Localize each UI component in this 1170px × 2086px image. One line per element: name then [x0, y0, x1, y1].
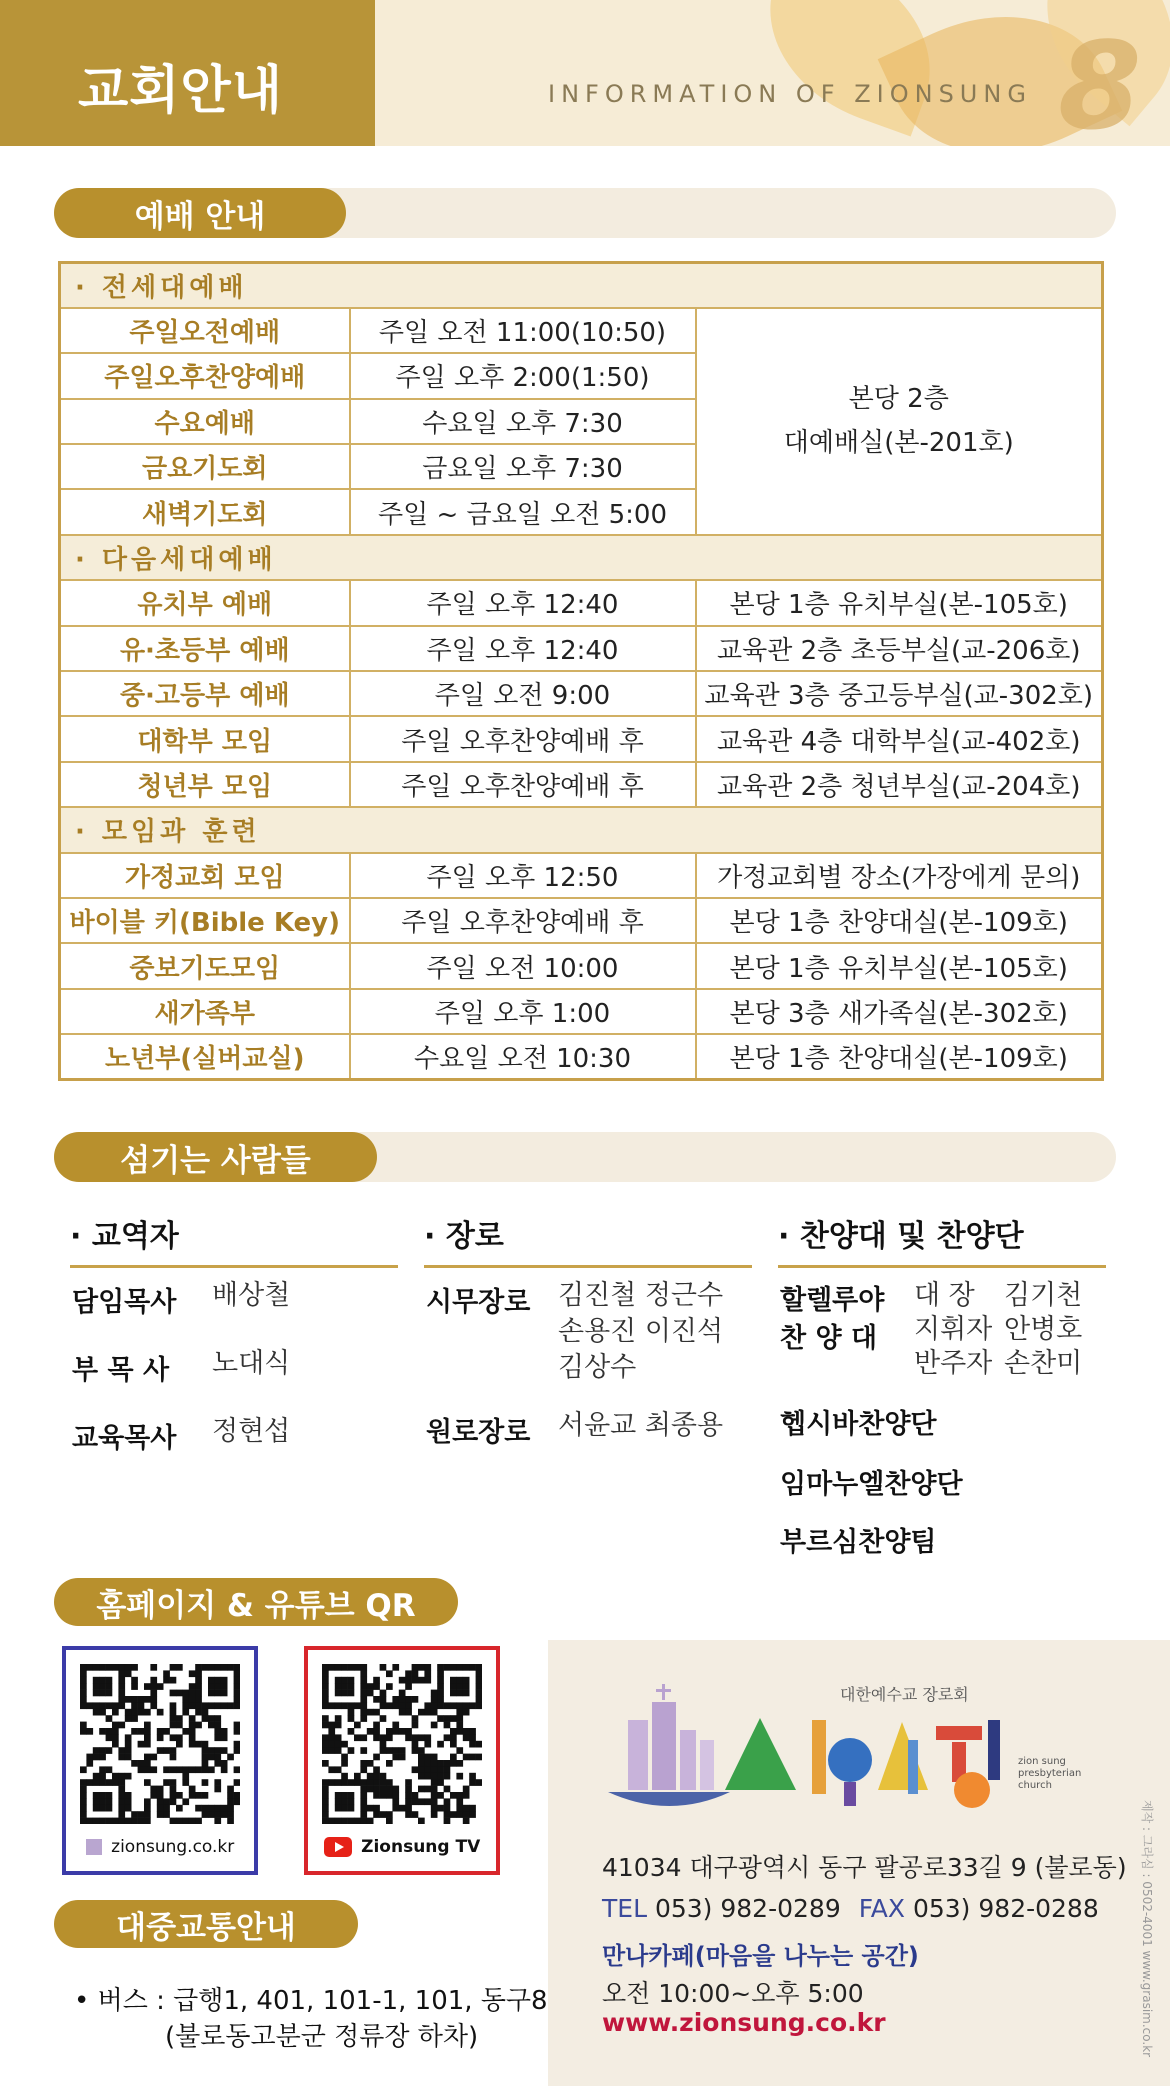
service-time: 수요일 오전 10:30	[350, 1034, 696, 1079]
service-name: 유치부 예배	[60, 580, 350, 625]
schedule-row	[60, 671, 1103, 716]
bus-routes: • 버스 : 급행1, 401, 101-1, 101, 동구8	[74, 1986, 548, 2016]
minister-name: 노대식	[212, 1348, 291, 1379]
church-building-icon	[608, 1684, 730, 1806]
active-elder-role: 시무장로	[426, 1287, 531, 1318]
service-location: 교육관 3층 중고등부실(교-302호)	[696, 671, 1103, 716]
service-location: 교육관 4층 대학부실(교-402호)	[696, 716, 1103, 761]
choir-member-role: 대 장	[914, 1280, 975, 1311]
elders-heading: · 장로	[424, 1211, 752, 1268]
page-number: 8	[1058, 18, 1142, 146]
qr-code-icon	[80, 1664, 240, 1824]
minister-role: 담임목사	[72, 1287, 177, 1318]
choir-group-name: 할렐루야	[780, 1285, 885, 1316]
church-logo	[600, 1680, 1140, 1830]
youtube-qr[interactable]	[304, 1646, 500, 1875]
choir-member-role: 반주자	[914, 1348, 993, 1379]
youtube-icon	[324, 1837, 352, 1857]
service-time: 주일 오전 9:00	[350, 671, 696, 716]
choir-group-name: 찬 양 대	[780, 1323, 878, 1354]
service-name: 중·고등부 예배	[60, 671, 350, 716]
service-time: 주일 오후찬양예배 후	[350, 716, 696, 761]
choir-team: 헵시바찬양단	[780, 1409, 937, 1440]
church-phone-fax	[602, 1894, 1099, 1923]
service-time: 주일 오후 1:00	[350, 989, 696, 1034]
choir-heading: · 찬양대 및 찬양단	[778, 1211, 1106, 1268]
emeritus-elder-names: 서윤교 최종용	[558, 1410, 724, 1441]
service-location: 본당 3층 새가족실(본-302호)	[696, 989, 1103, 1034]
service-time: 금요일 오후 7:30	[350, 444, 696, 489]
page-subtitle: INFORMATION OF ZIONSUNG	[548, 80, 1032, 108]
youtube-qr-caption: Zionsung TV	[308, 1837, 496, 1857]
service-time: 주일 ~ 금요일 오전 5:00	[350, 489, 696, 534]
qr-section-title: 홈페이지 & 유튜브 QR	[54, 1578, 458, 1626]
schedule-row	[60, 989, 1103, 1034]
service-location: 교육관 2층 초등부실(교-206호)	[696, 626, 1103, 671]
service-name: 가정교회 모임	[60, 853, 350, 898]
emeritus-elder-role: 원로장로	[426, 1417, 531, 1448]
service-name: 새벽기도회	[60, 489, 350, 534]
service-time: 주일 오후 2:00(1:50)	[350, 353, 696, 398]
worship-section-title: 예배 안내	[54, 188, 346, 238]
logo-en-line: zion sung	[1018, 1756, 1066, 1767]
schedule-row	[60, 308, 1103, 353]
schedule-category: · 다음세대예배	[60, 535, 1103, 580]
service-location: 본당 1층 찬양대실(본-109호)	[696, 1034, 1103, 1079]
service-time: 주일 오후찬양예배 후	[350, 898, 696, 943]
service-location: 교육관 2층 청년부실(교-204호)	[696, 762, 1103, 807]
schedule-row	[60, 580, 1103, 625]
choir-team: 임마누엘찬양단	[780, 1469, 963, 1500]
active-elder-names: 손용진 이진석	[558, 1316, 724, 1347]
choir-member-name: 김기천	[1004, 1280, 1083, 1311]
minister-role: 부 목 사	[72, 1355, 170, 1386]
fax-number: 053) 982-0288	[912, 1894, 1099, 1923]
minister-name: 배상철	[212, 1280, 291, 1311]
choir-team: 부르심찬양팀	[780, 1527, 937, 1558]
service-time: 주일 오후 12:40	[350, 580, 696, 625]
ministers-heading: · 교역자	[70, 1211, 398, 1268]
service-location: 본당 1층 찬양대실(본-109호)	[696, 898, 1103, 943]
service-location: 본당 1층 유치부실(본-105호)	[696, 580, 1103, 625]
logo-en-line: church	[1018, 1780, 1052, 1791]
minister-name: 정현섭	[212, 1416, 291, 1447]
schedule-category: · 모임과 훈련	[60, 807, 1103, 852]
location-line: 대예배실(본-201호)	[783, 428, 1014, 459]
service-time: 주일 오후찬양예배 후	[350, 762, 696, 807]
service-name: 수요예배	[60, 399, 350, 444]
service-location: 가정교회별 장소(가장에게 문의)	[696, 853, 1103, 898]
service-location: 본당 1층 유치부실(본-105호)	[696, 943, 1103, 988]
page-header	[0, 0, 1170, 146]
location-line: 본당 2층	[848, 384, 949, 415]
service-name: 유·초등부 예배	[60, 626, 350, 671]
service-name: 주일오후찬양예배	[60, 353, 350, 398]
service-name: 중보기도모임	[60, 943, 350, 988]
schedule-row	[60, 853, 1103, 898]
schedule-row	[60, 1034, 1103, 1079]
service-time: 수요일 오후 7:30	[350, 399, 696, 444]
active-elder-names: 김진철 정근수	[558, 1280, 724, 1311]
transit-section-title: 대중교통안내	[54, 1900, 358, 1948]
service-time: 주일 오전 10:00	[350, 943, 696, 988]
service-time: 주일 오전 11:00(10:50)	[350, 308, 696, 353]
logo-wordmark	[725, 1718, 1000, 1808]
active-elder-names: 김상수	[558, 1352, 637, 1383]
schedule-row	[60, 626, 1103, 671]
service-time: 주일 오후 12:40	[350, 626, 696, 671]
service-name: 노년부(실버교실)	[60, 1034, 350, 1079]
minister-role: 교육목사	[72, 1423, 177, 1454]
service-name: 주일오전예배	[60, 308, 350, 353]
worship-schedule-table	[58, 261, 1104, 1081]
cafe-hours: 오전 10:00~오후 5:00	[602, 1979, 864, 2008]
service-name: 바이블 키(Bible Key)	[60, 898, 350, 943]
page-title: 교회안내	[78, 61, 283, 121]
choir-member-role: 지휘자	[914, 1314, 993, 1345]
service-name: 금요기도회	[60, 444, 350, 489]
cafe-name: 만나카페(마음을 나누는 공간)	[602, 1942, 919, 1970]
choir-member-name: 손찬미	[1004, 1348, 1083, 1379]
choir-member-name: 안병호	[1004, 1314, 1083, 1345]
qr-code-icon	[322, 1664, 482, 1824]
service-location	[696, 308, 1103, 535]
service-name: 청년부 모임	[60, 762, 350, 807]
church-mini-icon	[86, 1839, 102, 1855]
schedule-row	[60, 898, 1103, 943]
homepage-qr-caption: zionsung.co.kr	[66, 1837, 254, 1857]
service-time: 주일 오후 12:50	[350, 853, 696, 898]
tel-label: TEL	[602, 1894, 647, 1923]
servants-section-title: 섬기는 사람들	[54, 1132, 377, 1182]
bus-stop: (불로동고분군 정류장 하차)	[165, 2022, 479, 2052]
fax-label: FAX	[858, 1894, 906, 1923]
schedule-row	[60, 943, 1103, 988]
service-name: 대학부 모임	[60, 716, 350, 761]
schedule-category: · 전세대예배	[60, 263, 1103, 308]
schedule-row	[60, 762, 1103, 807]
service-name: 새가족부	[60, 989, 350, 1034]
denomination-text: 대한예수교 장로회	[840, 1685, 969, 1704]
church-address: 41034 대구광역시 동구 팔공로33길 9 (불로동)	[602, 1853, 1127, 1882]
logo-en-line: presbyterian	[1018, 1768, 1082, 1779]
tel-number: 053) 982-0289	[654, 1894, 841, 1923]
schedule-row	[60, 716, 1103, 761]
homepage-qr[interactable]	[62, 1646, 258, 1875]
print-credit: 제작 : 그라심 : 0502-4001 www.grasim.co.kr	[1140, 1800, 1154, 2058]
church-website-link[interactable]: www.zionsung.co.kr	[602, 2008, 886, 2037]
